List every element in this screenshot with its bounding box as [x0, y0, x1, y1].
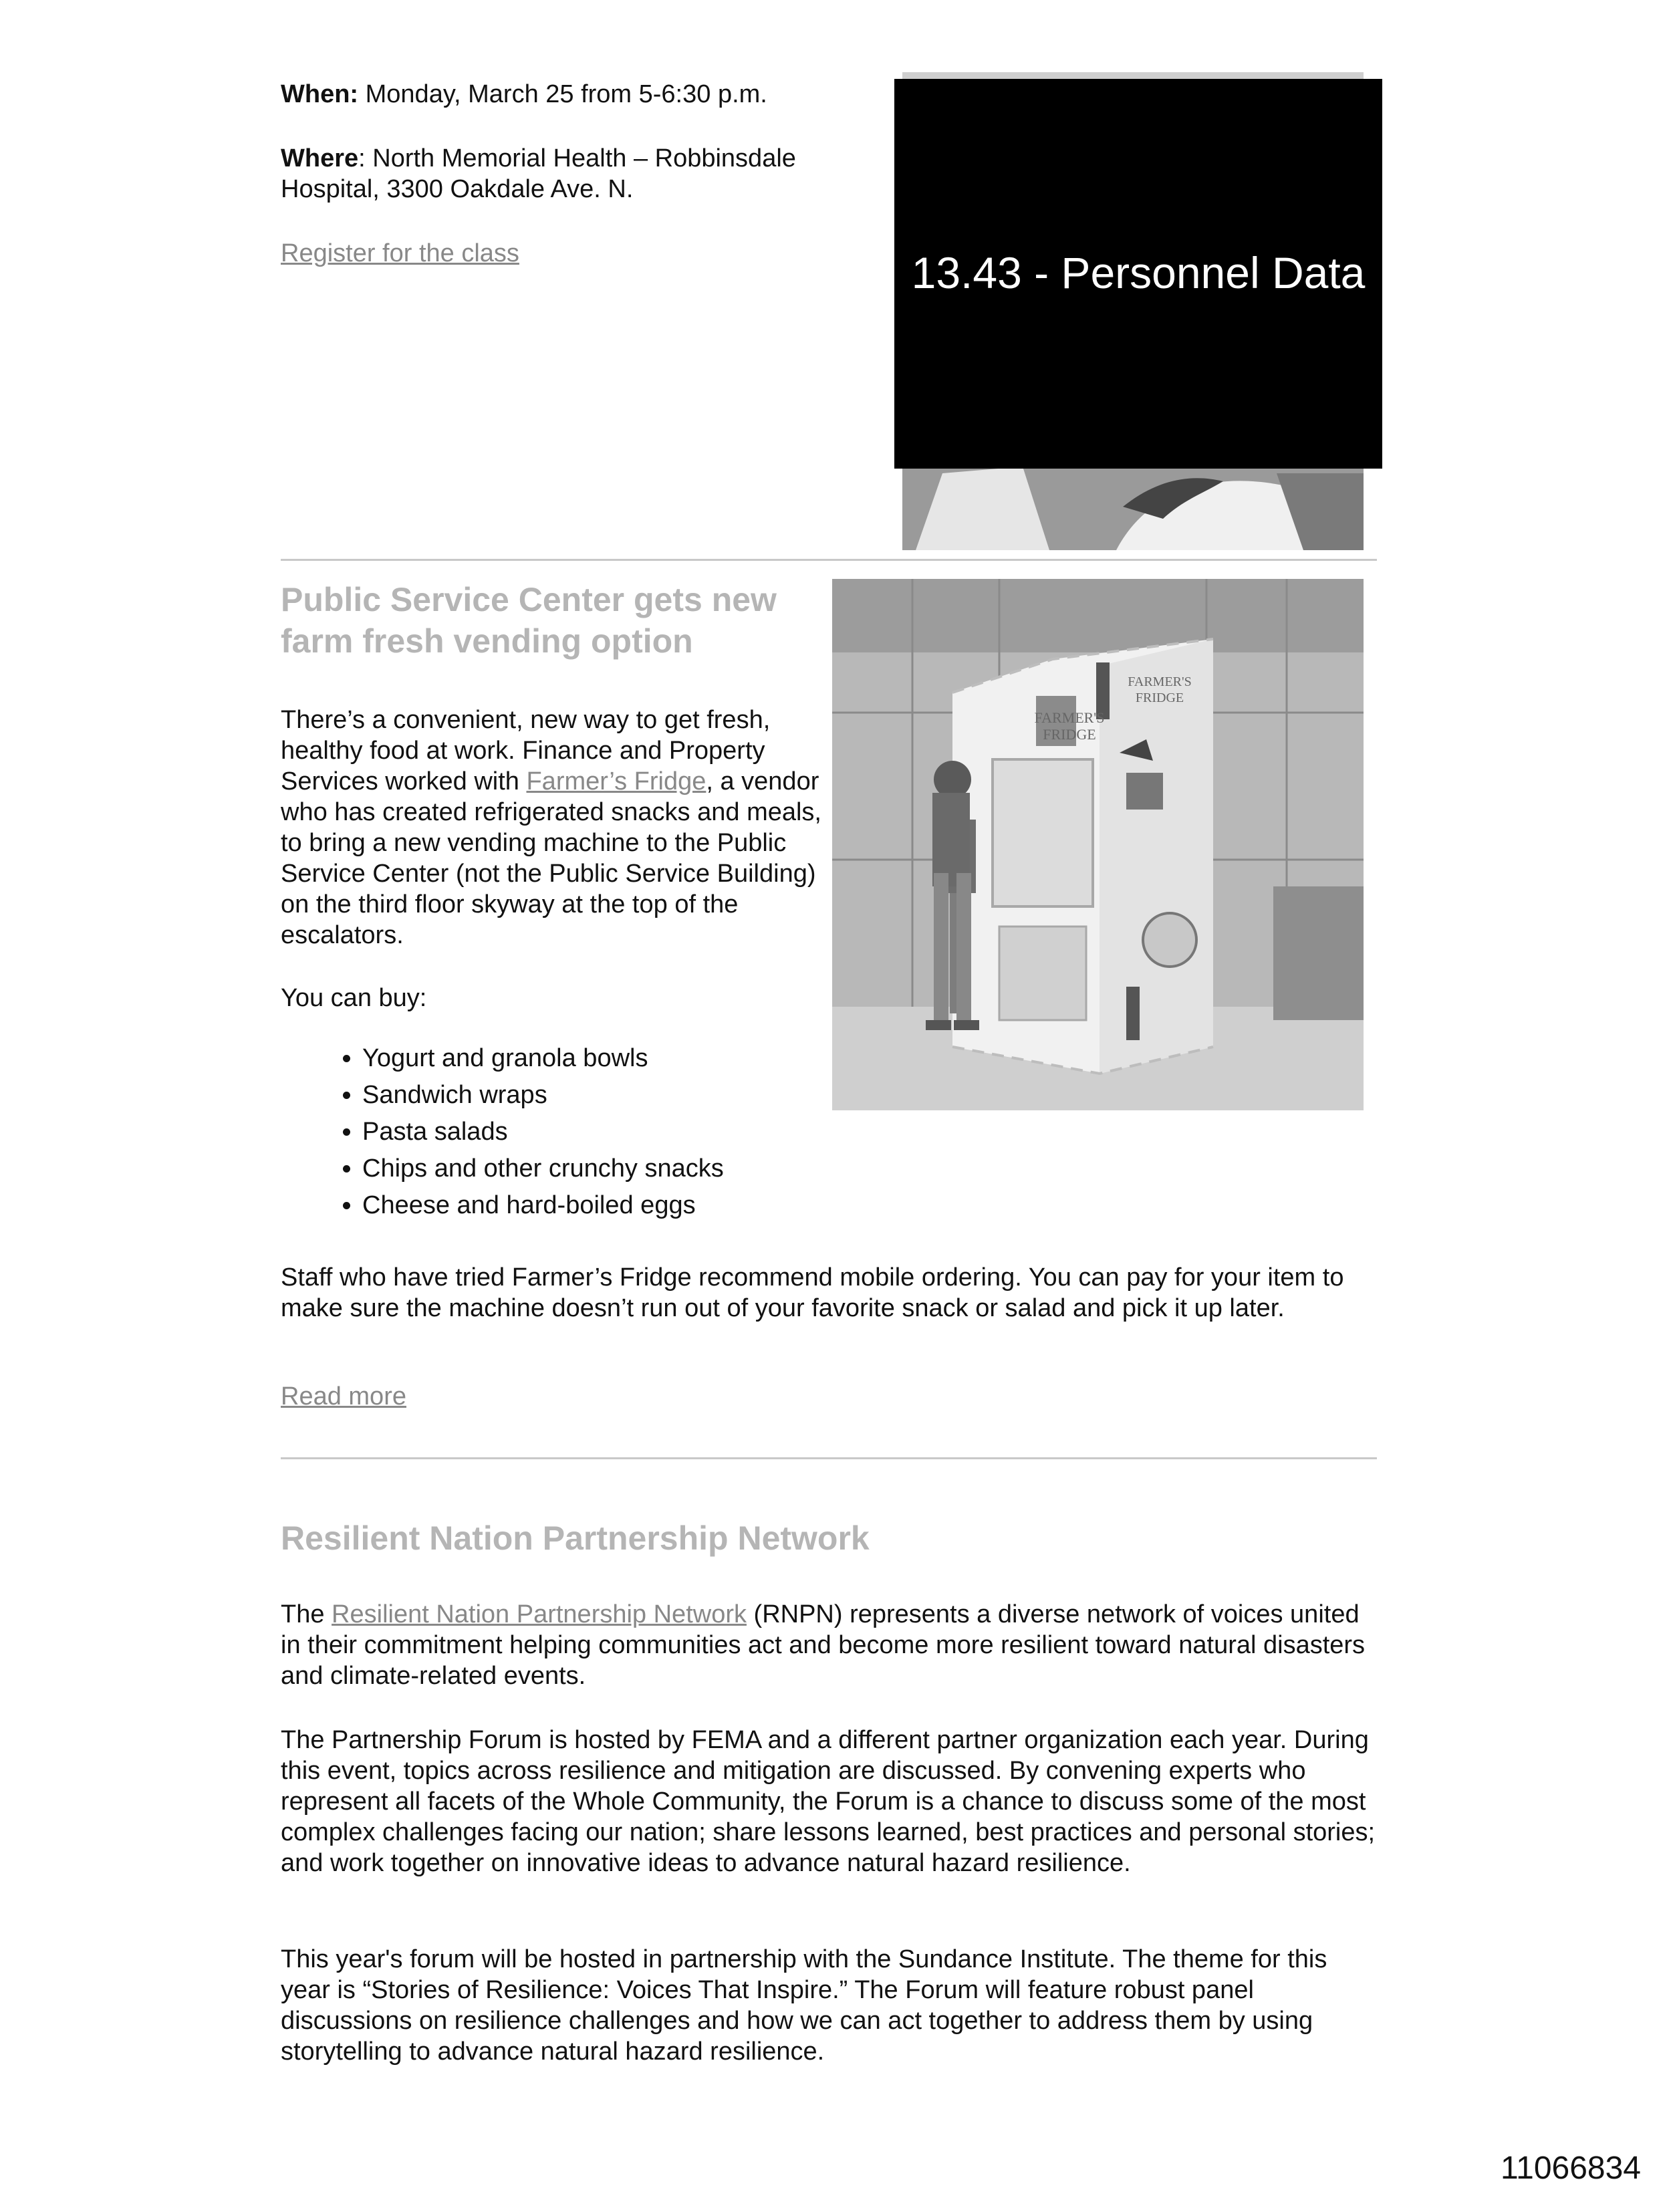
- psc-article-paragraph-2: You can buy:: [281, 984, 427, 1012]
- farmers-fridge-link[interactable]: Farmer’s Fridge: [526, 767, 706, 795]
- redaction-label: 13.43 - Personnel Data: [911, 248, 1366, 297]
- menu-items-list: [281, 1040, 724, 1224]
- where-label: Where: [281, 144, 359, 172]
- section-divider-2: [281, 1457, 1377, 1459]
- when-text: Monday, March 25 from 5-6:30 p.m.: [358, 80, 767, 108]
- vending-machine-photo: [832, 579, 1364, 1110]
- psc-p1-after: , a vendor who has created refrigerated snacks and meals, to bring a new vending machine to the Public Service Center (not the Public Service Building) on the third floor skyway at the top of the escalators.: [281, 767, 821, 949]
- rnpn-article-paragraph-2: The Partnership Forum is hosted by FEMA and a different partner organization each year. During this event, topics across resilience and mitigation are discussed. By convening experts who represent all facets of the Whole Community, the Forum is a chance to discuss some of the most complex challenges facing our nation; share lessons learned, best practices and personal stories; and work together on innovative ideas to advance natural hazard resilience.: [281, 1726, 1376, 1877]
- psc-p1-before: There’s a convenient, new way to get fresh, healthy food at work. Finance and Property Services worked with: [281, 706, 771, 795]
- rnpn-article-heading: Resilient Nation Partnership Network: [281, 1519, 870, 1557]
- list-item: • Pasta salads: [362, 1114, 724, 1150]
- rnpn-p1-after: (RNPN) represents a diverse network of voices united in their commitment helping communities act and become more resilient toward natural disasters and climate-related events.: [281, 1600, 1366, 1690]
- document-id: 11066834: [1501, 2150, 1641, 2186]
- rnpn-p1-before: The: [281, 1600, 332, 1628]
- psc-article-paragraph-1: [281, 705, 829, 951]
- kiosk-sign-line2: FRIDGE: [1135, 691, 1184, 705]
- event-where: [281, 143, 869, 205]
- redaction-box: [894, 79, 1382, 469]
- list-item: • Cheese and hard-boiled eggs: [362, 1187, 724, 1224]
- register-link[interactable]: Register for the class: [281, 239, 519, 267]
- kiosk-sign-line2: FRIDGE: [1043, 726, 1096, 743]
- read-more-link[interactable]: Read more: [281, 1382, 406, 1410]
- rnpn-article-paragraph-1: [281, 1599, 1377, 1691]
- kiosk-sign-line1: FARMER'S: [1128, 674, 1192, 689]
- where-text: : North Memorial Health – Robbinsdale Hospital, 3300 Oakdale Ave. N.: [281, 144, 796, 203]
- kiosk-sign-line1: FARMER'S: [1034, 709, 1105, 726]
- rnpn-link[interactable]: Resilient Nation Partnership Network: [332, 1600, 747, 1628]
- rnpn-article-paragraph-3: This year's forum will be hosted in partnership with the Sundance Institute. The theme for this year is “Stories of Resilience: Voices That Inspire.” The Forum will feature robust panel discussions on resilience challenges and how we can act together to address them by using storytelling to advance natural hazard resilience.: [281, 1945, 1327, 2066]
- vending-machine-photo-art: [832, 579, 1364, 1110]
- when-label: When:: [281, 80, 359, 108]
- psc-article-heading: Public Service Center gets new farm fresh vending option: [281, 581, 777, 660]
- list-item: • Yogurt and granola bowls: [362, 1040, 724, 1077]
- event-when: [281, 79, 869, 110]
- list-item: • Sandwich wraps: [362, 1077, 724, 1114]
- section-divider-1: [281, 559, 1377, 561]
- list-item: • Chips and other crunchy snacks: [362, 1150, 724, 1187]
- psc-article-paragraph-3: Staff who have tried Farmer’s Fridge recommend mobile ordering. You can pay for your item to make sure the machine doesn’t run out of your favorite snack or salad and pick it up later.: [281, 1263, 1344, 1322]
